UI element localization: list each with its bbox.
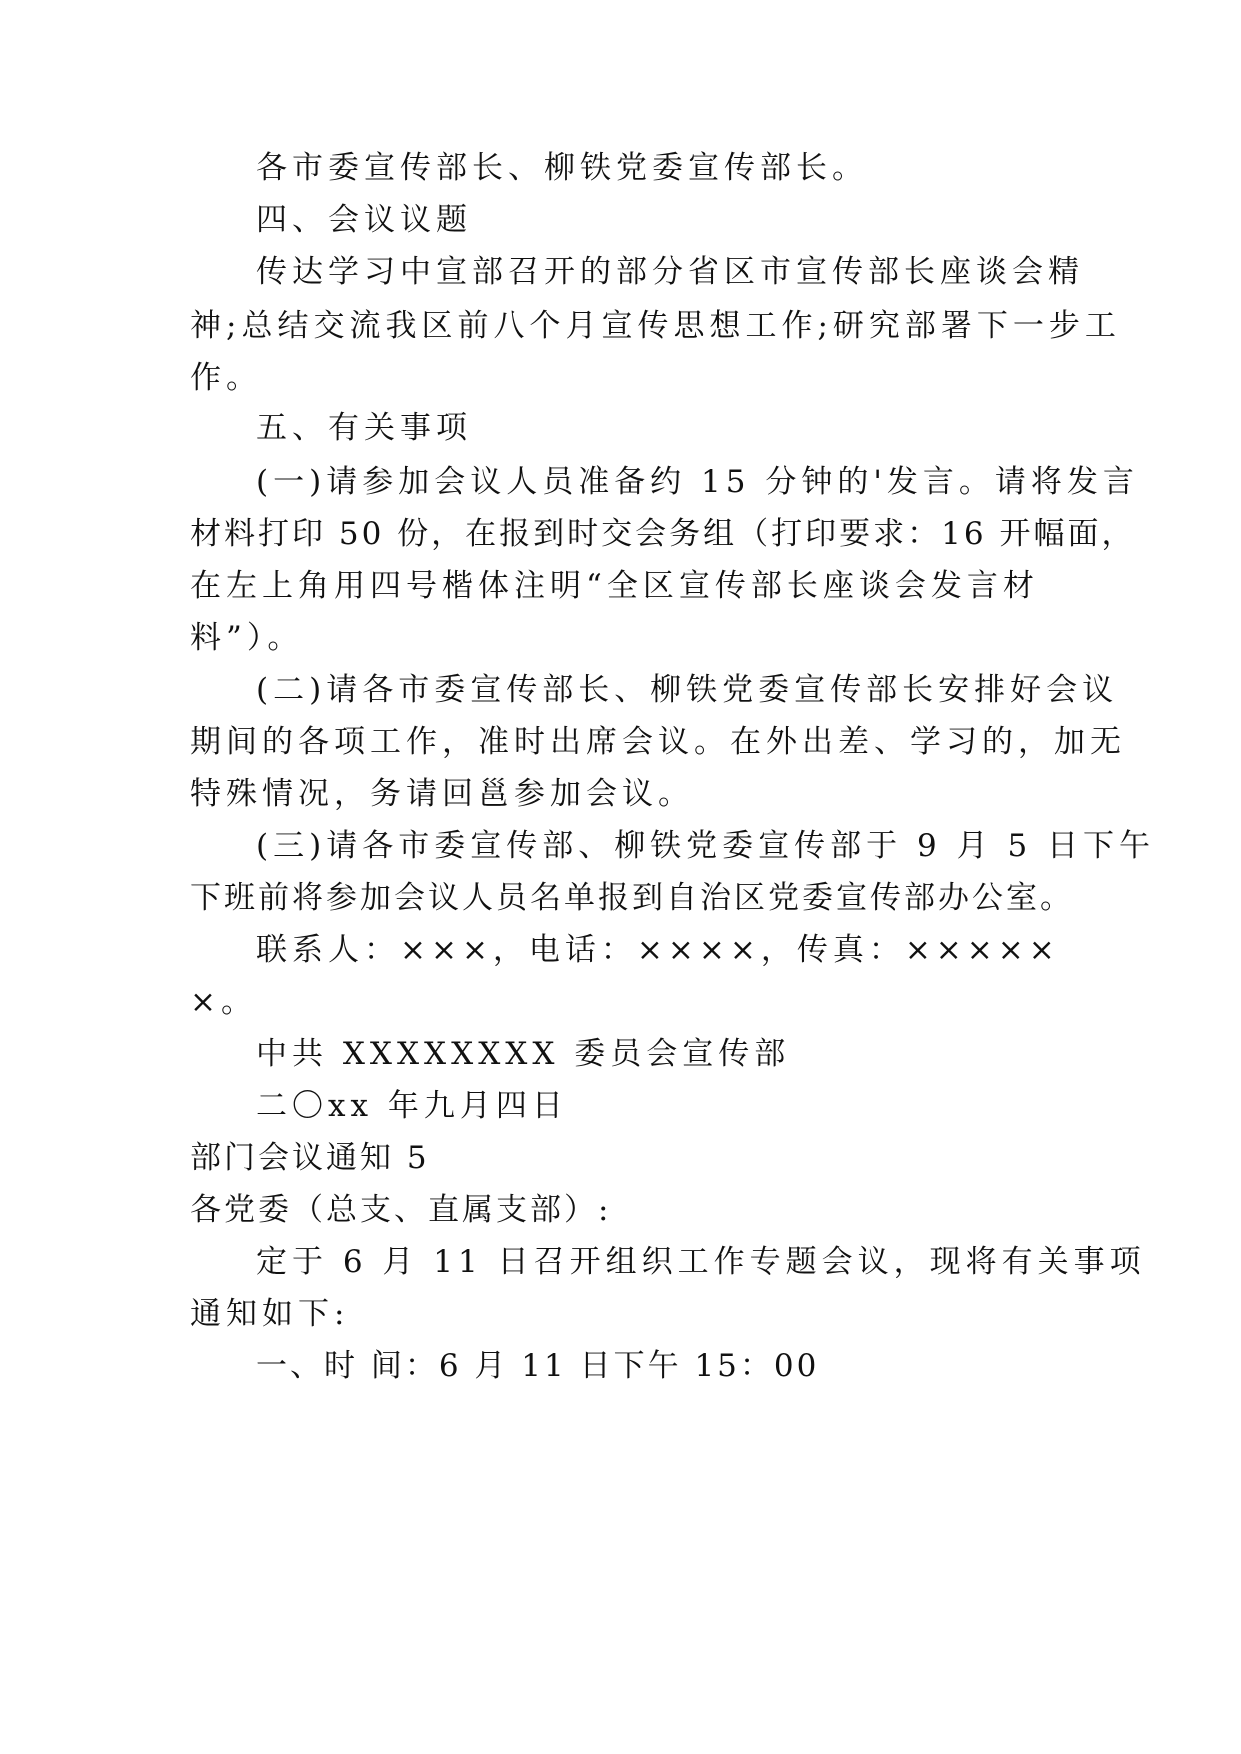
- text-line: 一、时 间：6 月 11 日下午 15：00: [256, 1348, 820, 1384]
- text-line: 定于 6 月 11 日召开组织工作专题会议，现将有关事项: [256, 1244, 1146, 1280]
- text-line: 特殊情况，务请回邕参加会议。: [190, 776, 694, 812]
- text-line: 神;总结交流我区前八个月宣传思想工作;研究部署下一步工: [190, 308, 1121, 344]
- text-line: (一)请参加会议人员准备约 15 分钟的'发言。请将发言: [256, 464, 1139, 500]
- signature-date: 二〇xx 年九月四日: [256, 1088, 568, 1124]
- text-line: ×。: [190, 984, 257, 1020]
- recipient-line: 各党委（总支、直属支部）:: [190, 1192, 612, 1228]
- text-line: 各市委宣传部长、柳铁党委宣传部长。: [256, 150, 868, 186]
- document-title: 部门会议通知 5: [190, 1140, 430, 1176]
- text-line: 传达学习中宣部召开的部分省区市宣传部长座谈会精: [256, 254, 1084, 290]
- signature-org: 中共 XXXXXXXX 委员会宣传部: [256, 1036, 791, 1072]
- contact-line: 联系人：×××，电话：××××，传真：×××××: [256, 932, 1060, 968]
- text-line: (三)请各市委宣传部、柳铁党委宣传部于 9 月 5 日下午: [256, 828, 1156, 864]
- text-line: (二)请各市委宣传部长、柳铁党委宣传部长安排好会议: [256, 672, 1119, 708]
- section-heading: 五、有关事项: [256, 410, 472, 446]
- text-line: 料”）。: [190, 620, 304, 656]
- section-heading: 四、会议议题: [256, 202, 472, 238]
- text-line: 作。: [190, 360, 262, 396]
- text-line: 下班前将参加会议人员名单报到自治区党委宣传部办公室。: [190, 880, 1074, 916]
- text-line: 期间的各项工作，准时出席会议。在外出差、学习的，加无: [190, 724, 1126, 760]
- text-line: 通知如下:: [190, 1296, 350, 1332]
- text-line: 在左上角用四号楷体注明“全区宣传部长座谈会发言材: [190, 568, 1039, 604]
- text-line: 材料打印 50 份，在报到时交会务组（打印要求：16 开幅面，: [190, 516, 1136, 552]
